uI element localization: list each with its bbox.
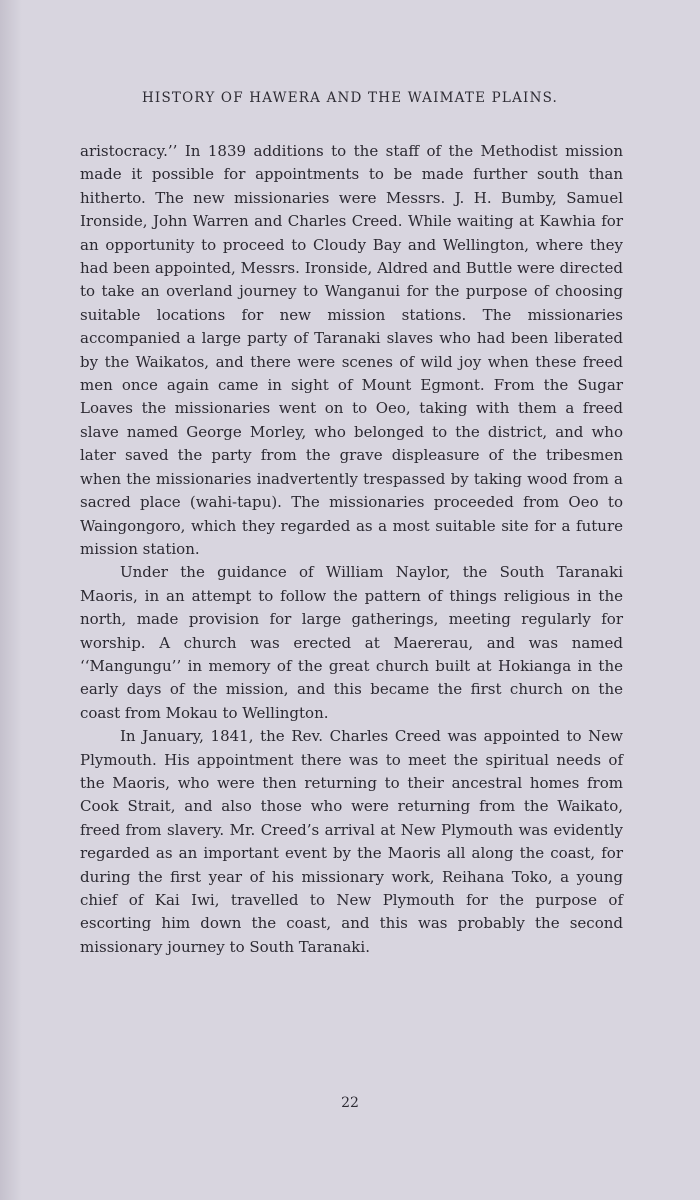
- page-edge-shadow: [0, 0, 22, 1200]
- body-text: [80, 140, 623, 959]
- paragraph-1: aristocracy.’’ In 1839 additions to the staff of the Methodist mission made it possible for appointments to be made further south than hitherto. The new missionaries were Messrs. J. H. Bumby, Samuel Ironside, John Warren and Charles Creed. While waiting at Kawhia for an opportunity to proceed to Cloudy Bay and Wellington, where they had been appointed, Messrs. Ironside, Aldred and Buttle were directed to take an overland journey to Wanganui for the purpose of choosing suitable locations for new mission stations. The missionaries accompanied a large party of Taranaki slaves who had been liberated by the Waikatos, and there were scenes of wild joy when these freed men once again came in sight of Mount Egmont. From the Sugar Loaves the missionaries went on to Oeo, taking with them a freed slave named George Morley, who belonged to the district, and who later saved the party from the grave displeasure of the tribesmen when the missionaries inadvertently trespassed by taking wood from a sacred place (wahi-tapu). The missionaries proceeded from Oeo to Waingongoro, which they regarded as a most suitable site for a future mission station.: [80, 142, 623, 558]
- running-header: HISTORY OF HAWERA AND THE WAIMATE PLAINS.: [141, 90, 559, 106]
- paragraph-3: In January, 1841, the Rev. Charles Creed was appointed to New Plymouth. His appointment there was to meet the spiritual needs of the Maoris, who were then returning to their ancestral homes from Cook Strait, and also those who were returning from the Waikato, freed from slavery. Mr. Creed’s arrival at New Plymouth was evidently regarded as an important event by the Maoris all along the coast, for during the first year of his missionary work, Reihana Toko, a young chief of Kai Iwi, travelled to New Plymouth for the purpose of escorting him down the coast, and this was probably the second missionary journey to South Taranaki.: [80, 727, 623, 956]
- paragraph-2: Under the guidance of William Naylor, the South Taranaki Maoris, in an attempt to follow the pattern of things religious in the north, made provision for large gatherings, meeting regularly for worship. A church was erected at Maererau, and was named ‘‘Mangungu’’ in memory of the great church built at Hokianga in the early days of the mission, and this became the first church on the coast from Mokau to Wellington.: [80, 563, 623, 722]
- page-number: 22: [341, 1095, 359, 1111]
